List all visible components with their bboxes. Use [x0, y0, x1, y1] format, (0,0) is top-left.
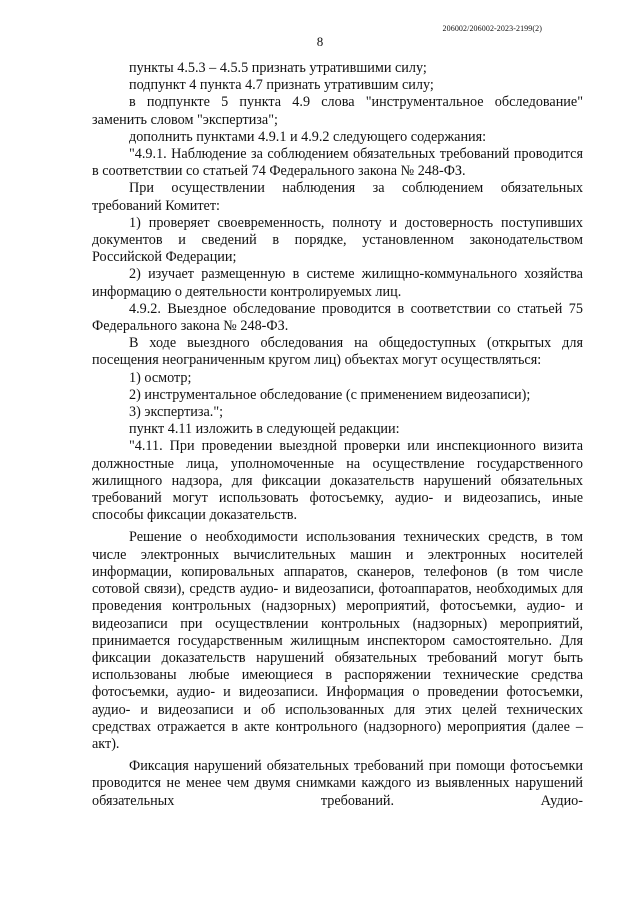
paragraph: подпункт 4 пункта 4.7 признать утратившим силу;: [129, 77, 434, 94]
paragraph: пункты 4.5.3 – 4.5.5 признать утратившими силу;: [129, 60, 427, 76]
paragraph: Фиксация нарушений обязательных требований при помощи фотосъемки проводится не менее чем двумя снимками каждого из выявленных нарушений обязательных требований. Аудио-: [92, 758, 583, 809]
document-body: [92, 60, 583, 810]
paragraph: Решение о необходимости использования технических средств, в том числе электронных вычислительных машин и электронных носителей информации, копировальных аппаратов, сканеров, телефонов (в том числе сотовой связи), средств аудио- и видеозаписи, фотоаппаратов, необходимых для проведения контрольных (надзорных) мероприятий, фотосъемки, аудио- и видеозаписи при осуществлении контрольных (надзорных) мероприятий, принимается государственным жилищным инспектором самостоятельно. Для фиксации доказательств нарушений обязательных требований могут быть использованы любые имеющиеся в распоряжении технические средства фотосъемки, аудио- и видеозаписи. Информация о проведении фотосъемки, аудио- и видеозаписи и об использованных для этих целей технических средствах отражается в акте контрольного (надзорного) мероприятия (далее – акт).: [92, 529, 583, 752]
paragraph: 1) проверяет своевременность, полноту и достоверность поступивших документов и сведений в порядке, установленном законодательством Российской Федерации;: [92, 214, 583, 266]
paragraph: "4.11. При проведении выездной проверки или инспекционного визита должностные лица, уполномоченные на осуществление государственного жилищного надзора, для фиксации доказательств нарушений обязательных требований могут использовать фотосъемку, аудио- и видеозапись, иные способы фиксации доказательств.: [92, 438, 583, 524]
paragraph: "4.9.1. Наблюдение за соблюдением обязательных требований проводится в соответствии со статьей 74 Федерального закона № 248-ФЗ.: [92, 146, 583, 180]
paragraph: 4.9.2. Выездное обследование проводится в соответствии со статьей 75 Федерального закона № 248-ФЗ.: [92, 300, 583, 335]
paragraph: в подпункте 5 пункта 4.9 слова "инструментальное обследование" заменить словом "экспертиза";: [92, 94, 583, 128]
paragraph: 1) осмотр;: [129, 369, 192, 386]
paragraph: пункт 4.11 изложить в следующей редакции:: [129, 421, 400, 438]
document-id: 206002/206002-2023-2199(2): [442, 24, 542, 33]
paragraph: 2) изучает размещенную в системе жилищно-коммунального хозяйства информацию о деятельности контролируемых лиц.: [92, 266, 583, 300]
paragraph: В ходе выездного обследования на общедоступных (открытых для посещения неограниченным кругом лиц) объектах могут осуществляться:: [92, 335, 583, 369]
paragraph: 2) инструментальное обследование (с применением видеозаписи);: [129, 386, 531, 403]
paragraph: При осуществлении наблюдения за соблюдением обязательных требований Комитет:: [92, 180, 583, 214]
paragraph: 3) экспертиза.";: [129, 404, 224, 421]
paragraph: дополнить пунктами 4.9.1 и 4.9.2 следующего содержания:: [129, 128, 487, 145]
page-number: 8: [316, 34, 324, 49]
